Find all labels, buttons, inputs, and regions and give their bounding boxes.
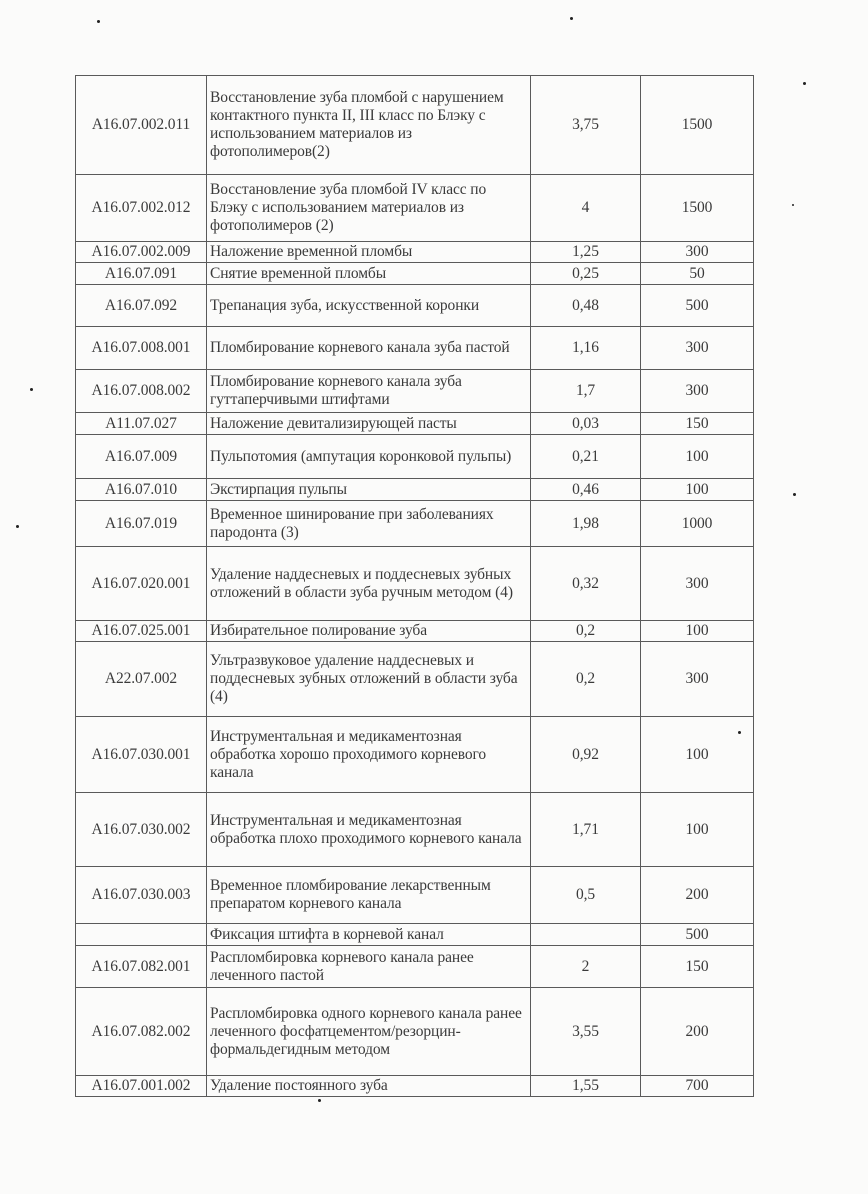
scan-speck — [570, 17, 573, 20]
table-body — [76, 76, 754, 1097]
uet-value-cell: 0,48 — [531, 285, 641, 327]
price-cell: 200 — [641, 867, 754, 924]
price-cell: 200 — [641, 988, 754, 1076]
table-row — [76, 621, 754, 642]
uet-value-cell: 0,32 — [531, 547, 641, 621]
table-row — [76, 413, 754, 435]
uet-value-cell: 4 — [531, 175, 641, 242]
uet-value-cell: 1,71 — [531, 793, 641, 867]
table-row — [76, 263, 754, 285]
price-cell: 100 — [641, 435, 754, 479]
uet-value-cell: 0,46 — [531, 479, 641, 501]
price-cell: 100 — [641, 621, 754, 642]
price-cell: 1500 — [641, 175, 754, 242]
price-cell: 1500 — [641, 76, 754, 175]
service-code-cell: А16.07.008.002 — [76, 370, 207, 413]
uet-value-cell: 3,55 — [531, 988, 641, 1076]
table-row — [76, 285, 754, 327]
price-cell: 150 — [641, 413, 754, 435]
service-name-cell: Инструментальная и медикаментозная обработка плохо проходимого корневого канала — [207, 793, 531, 867]
price-cell: 500 — [641, 924, 754, 946]
service-code-cell: А16.07.082.001 — [76, 946, 207, 988]
price-cell: 150 — [641, 946, 754, 988]
service-code-cell: А16.07.030.002 — [76, 793, 207, 867]
service-code-cell — [76, 924, 207, 946]
service-code-cell: А16.07.010 — [76, 479, 207, 501]
table-row — [76, 988, 754, 1076]
table-row — [76, 175, 754, 242]
service-code-cell: А16.07.025.001 — [76, 621, 207, 642]
scan-speck — [792, 204, 794, 206]
service-code-cell: А22.07.002 — [76, 642, 207, 717]
service-name-cell: Наложение девитализирующей пасты — [207, 413, 531, 435]
service-code-cell: А16.07.082.002 — [76, 988, 207, 1076]
table-row — [76, 946, 754, 988]
uet-value-cell: 0,03 — [531, 413, 641, 435]
service-name-cell: Удаление постоянного зуба — [207, 1076, 531, 1097]
uet-value-cell: 0,2 — [531, 642, 641, 717]
table-row — [76, 793, 754, 867]
price-cell: 100 — [641, 479, 754, 501]
price-cell: 300 — [641, 242, 754, 263]
service-name-cell: Снятие временной пломбы — [207, 263, 531, 285]
scan-speck — [97, 20, 100, 23]
service-code-cell: А16.07.002.011 — [76, 76, 207, 175]
table-row — [76, 479, 754, 501]
table-row — [76, 435, 754, 479]
uet-value-cell: 1,7 — [531, 370, 641, 413]
service-code-cell: А11.07.027 — [76, 413, 207, 435]
table-row — [76, 642, 754, 717]
uet-value-cell: 0,21 — [531, 435, 641, 479]
service-name-cell: Инструментальная и медикаментозная обработка хорошо проходимого корневого канала — [207, 717, 531, 793]
service-name-cell: Временное шинирование при заболеваниях пародонта (3) — [207, 501, 531, 547]
price-cell: 100 — [641, 717, 754, 793]
uet-value-cell: 1,98 — [531, 501, 641, 547]
service-code-cell: А16.07.020.001 — [76, 547, 207, 621]
service-code-cell: А16.07.091 — [76, 263, 207, 285]
service-name-cell: Распломбировка корневого канала ранее леченного пастой — [207, 946, 531, 988]
price-cell: 300 — [641, 370, 754, 413]
table-row — [76, 867, 754, 924]
uet-value-cell: 1,16 — [531, 327, 641, 370]
uet-value-cell: 3,75 — [531, 76, 641, 175]
uet-value-cell — [531, 924, 641, 946]
service-code-cell: А16.07.008.001 — [76, 327, 207, 370]
uet-value-cell: 2 — [531, 946, 641, 988]
service-code-cell: А16.07.030.001 — [76, 717, 207, 793]
uet-value-cell: 0,92 — [531, 717, 641, 793]
table-row — [76, 501, 754, 547]
service-name-cell: Экстирпация пульпы — [207, 479, 531, 501]
scan-speck — [16, 525, 19, 528]
table-row — [76, 76, 754, 175]
scan-speck — [803, 82, 806, 85]
service-name-cell: Наложение временной пломбы — [207, 242, 531, 263]
uet-value-cell: 1,25 — [531, 242, 641, 263]
service-code-cell: А16.07.092 — [76, 285, 207, 327]
service-name-cell: Пульпотомия (ампутация коронковой пульпы) — [207, 435, 531, 479]
scan-speck — [318, 1099, 321, 1102]
service-code-cell: А16.07.002.012 — [76, 175, 207, 242]
price-cell: 500 — [641, 285, 754, 327]
service-name-cell: Фиксация штифта в корневой канал — [207, 924, 531, 946]
table-row — [76, 1076, 754, 1097]
price-cell: 700 — [641, 1076, 754, 1097]
service-name-cell: Восстановление зуба пломбой с нарушением контактного пункта II, III класс по Блэку с использованием материалов из фотополимеров(2) — [207, 76, 531, 175]
service-code-cell: А16.07.009 — [76, 435, 207, 479]
scan-speck — [738, 731, 741, 734]
table-row — [76, 370, 754, 413]
service-name-cell: Трепанация зуба, искусственной коронки — [207, 285, 531, 327]
price-cell: 300 — [641, 547, 754, 621]
price-cell: 1000 — [641, 501, 754, 547]
service-name-cell: Избирательное полирование зуба — [207, 621, 531, 642]
service-code-cell: А16.07.001.002 — [76, 1076, 207, 1097]
service-code-cell: А16.07.019 — [76, 501, 207, 547]
price-cell: 100 — [641, 793, 754, 867]
service-name-cell: Восстановление зуба пломбой IV класс по Блэку с использованием материалов из фотополимеров (2) — [207, 175, 531, 242]
service-name-cell: Пломбирование корневого канала зуба гуттаперчивыми штифтами — [207, 370, 531, 413]
price-cell: 300 — [641, 327, 754, 370]
uet-value-cell: 1,55 — [531, 1076, 641, 1097]
table-row — [76, 327, 754, 370]
service-code-cell: А16.07.030.003 — [76, 867, 207, 924]
scan-speck — [30, 388, 33, 391]
service-code-cell: А16.07.002.009 — [76, 242, 207, 263]
service-name-cell: Пломбирование корневого канала зуба пастой — [207, 327, 531, 370]
scan-speck — [793, 493, 796, 496]
service-name-cell: Ультразвуковое удаление наддесневых и поддесневых зубных отложений в области зуба (4) — [207, 642, 531, 717]
price-cell: 300 — [641, 642, 754, 717]
price-cell: 50 — [641, 263, 754, 285]
table-row — [76, 242, 754, 263]
service-name-cell: Удаление наддесневых и поддесневых зубных отложений в области зуба ручным методом (4) — [207, 547, 531, 621]
table-row — [76, 547, 754, 621]
table-row — [76, 924, 754, 946]
dental-services-price-table — [75, 75, 754, 1097]
table-row — [76, 717, 754, 793]
uet-value-cell: 0,25 — [531, 263, 641, 285]
uet-value-cell: 0,5 — [531, 867, 641, 924]
uet-value-cell: 0,2 — [531, 621, 641, 642]
service-name-cell: Временное пломбирование лекарственным препаратом корневого канала — [207, 867, 531, 924]
service-name-cell: Распломбировка одного корневого канала ранее леченного фосфатцементом/резорцин-формальдегидным методом — [207, 988, 531, 1076]
